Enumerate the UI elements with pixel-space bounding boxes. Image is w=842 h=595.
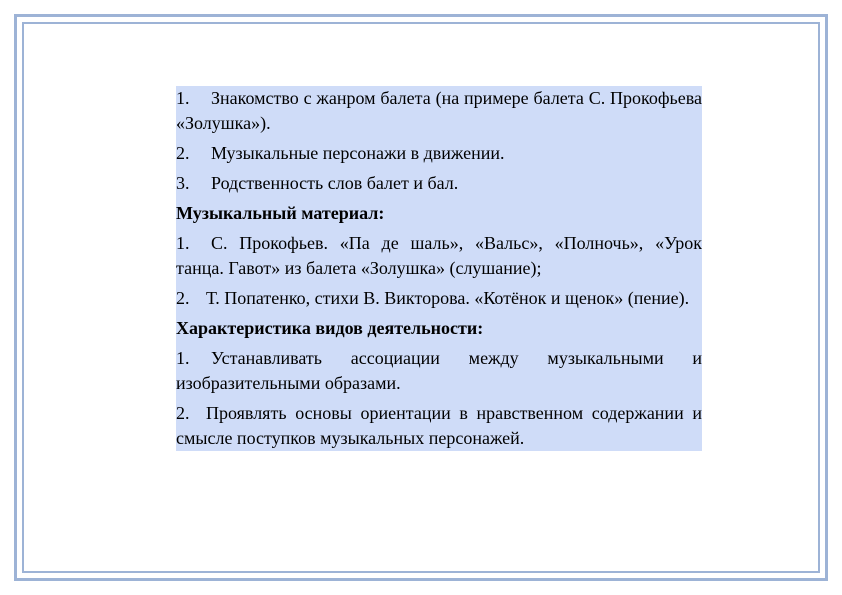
item-text: Устанавливать ассоциации между музыкальными и изобразительными образами. [176, 348, 702, 393]
item-text: Проявлять основы ориентации в нравственном содержании и смысле поступков музыкальных персонажей. [176, 403, 702, 448]
item-text: Родственность слов балет и бал. [211, 173, 459, 193]
music-item [176, 286, 702, 311]
item-text: Т. Попатенко, стихи В. Викторова. «Котёнок и щенок» (пение). [206, 288, 690, 308]
item-number: 1. [176, 233, 190, 253]
music-item [176, 231, 702, 281]
item-number: 3. [176, 173, 190, 193]
lesson-text-block [176, 86, 702, 451]
topic-item [176, 86, 702, 136]
activity-heading: Характеристика видов деятельности: [176, 318, 484, 338]
item-number: 2. [176, 288, 190, 308]
item-number: 1. [176, 348, 190, 368]
item-text: Музыкальные персонажи в движении. [211, 143, 505, 163]
topic-item [176, 141, 702, 166]
item-number: 2. [176, 403, 190, 423]
activity-item [176, 346, 702, 396]
item-text: Знакомство с жанром балета (на примере балета С. Прокофьева «Золушка»). [176, 88, 702, 133]
item-number: 2. [176, 143, 190, 163]
item-text: С. Прокофьев. «Па де шаль», «Вальс», «Полночь», «Урок танца. Гавот» из балета «Золушка» (слушание); [176, 233, 702, 278]
activity-item [176, 401, 702, 451]
topic-item [176, 171, 702, 196]
music-material-heading: Музыкальный материал: [176, 203, 385, 223]
item-number: 1. [176, 88, 190, 108]
